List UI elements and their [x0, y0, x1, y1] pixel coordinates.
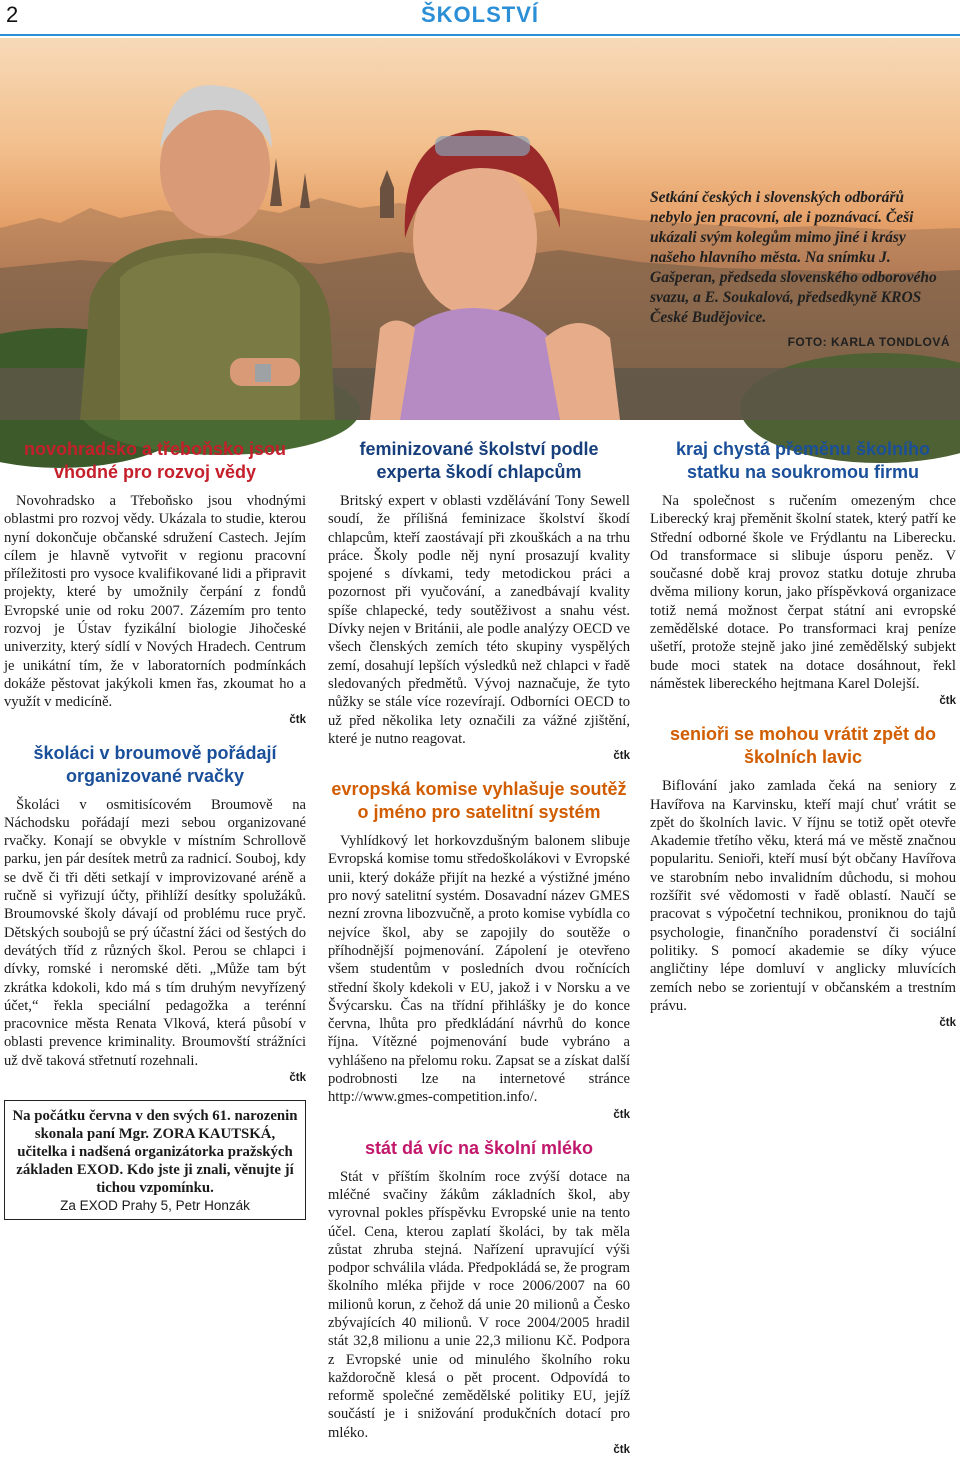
article-mleko: Stát v příštím školním roce zvýší dotace na mléčné svačiny žákům základních škol, aby vyrovnal pokles příspěvku Evropské unie na tento účel. Cena, kterou zaplatí školáci, by tak měla zůstat zhruba stejná. Nařízení upravující výši podpor schválila vláda. Předpokládá se, že program školního mléka přijde v roce 2006/2007 na 60 milionů korun, z čehož dá unie 20 milionů a Česko zbývajících 40 milionů. V roce 2004/2005 hradil stát 32,8 milionu a unie 22,3 milionu Kč. Podpora z Evropské unie od minulého školního roku každoročně klesá o pět procent. Odpovídá to reformě společné zemědělské politiky EU, jejíž součástí je i snižování produkčních dotací pro mléko. [328, 1168, 630, 1441]
memorial-signature: Za EXOD Prahy 5, Petr Honzák [60, 1198, 250, 1214]
headline-novohradsko: novohradsko a třeboňsko jsou vhodné pro rozvoj vědy [23, 439, 287, 482]
memorial-box [4, 1100, 306, 1220]
article-feminizace: Britský expert v oblasti vzdělávání Tony Sewell soudí, že přílišná feminizace školství škodí chlapcům, kteří zaostávají při zkouškách a na trhu práce. Školy podle něj nyní prosazují kvality spojené s dívkami, tedy metodickou práci a pozornost při vyučování, a zanedbávají kvality spíše chlapecké, tedy soutěživost a snahu vést. Dívky nejen v Británii, ale podle analýzy OECD ve všech členských zemích této skupiny vyspělých zemí, dosahují lepších výsledků než chlapci v řadě sledovaných předmětů. Vývoj naznačuje, že tyto nůžky se stále více rozevírají. Odborníci OECD to už před několika lety označili za vážné zjištění, které je nutno reagovat. [328, 493, 630, 747]
article-novohradsko: Novohradsko a Třeboňsko jsou vhodnými oblastmi pro rozvoj vědy. Ukázala to studie, kterou nyní dokončuje občanské sdružení Castech. Jejím cílem je hlavně vytvořit v regionu pracovní příležitosti pro vysoce kvalifikované lidi a připravit projekty, které by umožnily čerpání z fondů Evropské unie od roku 2007. Zázemím pro tento rozvoj je Ústav fyzikální biologie Jihočeské univerzity, který sídlí v Nových Hradech. Centrum je unikátní tím, že v laboratorních podmínkách dokáže pěstovat jakýkoli kmen řas, zkoumat ho a využít v medicíně. [4, 493, 306, 711]
headline-statek: kraj chystá přeměnu školního statku na soukromou firmu [675, 439, 931, 482]
article-broumov: Školáci v osmitisícovém Broumově na Náchodsku pořádají mezi sebou organizované rvačky. Konají se obvykle v místním Schrollově parku, jen pár desítek metrů za radnicí. Souboj, kdy se dvě či tři děti setkají v improvizované aréně a ručně si vyřizují účty, přihlíží desítky spolužáků. Broumovské školy dávají od problému ruce pryč. Dětských soubojů se prý účastní žáci od šestých do devátých tříd z různých škol. Perou se chlapci i dívky, romské i neromské děti. „Může tam být zkrátka kdokoli, kdo má s tím druhým nevyřízený účet,“ řekla speciální pedagožka a terénní pracovnice města Renata Vlková, která působí v oblasti prevence kriminality. Broumovští strážníci už dvě taková střetnutí rozehnali. [4, 796, 306, 1069]
photo-credit: FOTO: KARLA TONDLOVÁ [787, 335, 950, 349]
headline-seniori: senioři se mohou vrátit zpět do školních lavic [669, 724, 937, 768]
column-3 [650, 438, 956, 1045]
headline-broumov: školáci v broumově pořádají organizované rvačky [33, 742, 277, 786]
headline-evropska-komise: evropská komise vyhlašuje soutěž o jméno pro satelitní systém [331, 779, 627, 823]
section-title: ŠKOLSTVÍ [420, 2, 539, 27]
signature-mleko: čtk [613, 1444, 630, 1457]
headline-mleko: stát dá víc na školní mléko [364, 1137, 594, 1158]
column-1 [4, 438, 306, 1220]
header-rule [0, 34, 960, 36]
photo-caption: Setkání českých i slovenských odborářů nebylo jen pracovní, ale i poznávací. Češi ukázali svým kolegům mimo jiné i krásy našeho hlavního města. Na snímku J. Gašperan, předseda slovenského odborového svazu, a E. Soukalová, předsedkyně KROS České Budějovice. FOTO: KARLA TONDLOVÁ [650, 188, 950, 352]
article-statek: Na společnost s ručením omezeným chce Liberecký kraj přeměnit školní statek, který patří ke Střední odborné škole ve Frýdlantu na Liberecku. Od transformace si slibuje úsporu peněz. V současné době kraj provoz statku dotuje zhruba dvěma miliony korun, jako příspěvková organizace totiž nemá možnost čerpat státní ani evropské zemědělské dotace. Po transformaci kraj peníze ušetří, protože stejně jako jiné zemědělský subjekt bude moci statek na dotace dosáhnout, řekl náměstek libereckého hejtmana Karel Dolejší. [650, 493, 956, 692]
page-number: 2 [6, 2, 19, 27]
photo [0, 38, 960, 420]
signature-novohradsko: čtk [289, 713, 306, 726]
memorial-text: Na počátku června v den svých 61. narozenin skonala paní Mgr. ZORA KAUTSKÁ, učitelka i nadšená organizátorka pražských základen EXOD. Kdo jste ji znali, věnujte jí tichou vzpomínku. [12, 1108, 298, 1197]
article-seniori: Biflování jako zamlada čeká na seniory z Havířova na Karvinsku, kteří mají chuť vrátit se zpět do školních lavic. V říjnu se totiž opět otevře Akademie třetího věku, která má ve městě značnou popularitu. Senioři, kteří musí být občany Havířova ve starobním nebo invalidním důchodu, si mohou rozšířit své vědomosti v řadě oblastí. Naučí se pracovat s výpočetní technikou, proniknou do tajů psychologie, finančního poradenství či sociální politiky. S pomocí akademie se díky výuce angličtiny lépe domluví v anglicky mluvících zemích nebo se zorientují v občanském a trestním právu. [650, 778, 956, 1014]
article-evropska-komise: Vyhlídkový let horkovzdušným balonem slibuje Evropská komise tomu středoškolákovi v Evropské unii, který dokáže přijít na hezké a výstižné jméno pro nový satelitní systém. Dosavadní název GMES nezní zrovna libozvučně, a proto komise vybídla co nejvíce škol, aby se zapojily do soutěže o příhodnější pojmenování. Zápolení je otevřeno všem studentům v posledních dvou ročnících střední školy kdekoli v EU, jakož i v Norsku a ve Švýcarsku. Čas na třídní přihlášky je do konce června, lhůta pro předkládání návrhů do konce října. Vítězné pojmenování bude vybráno a vyhlášeno na přelomu roku. Zapsat se a získat další podrobnosti lze na internetové stránce http://www.gmes-competition.info/. [328, 833, 630, 1106]
signature-statek: čtk [939, 695, 956, 708]
signature-feminizace: čtk [613, 750, 630, 763]
column-2 [328, 438, 630, 1472]
signature-evropska-komise: čtk [613, 1108, 630, 1121]
signature-broumov: čtk [289, 1072, 306, 1085]
headline-feminizace: feminizované školství podle experta škodí chlapcům [359, 439, 599, 482]
signature-seniori: čtk [939, 1017, 956, 1030]
